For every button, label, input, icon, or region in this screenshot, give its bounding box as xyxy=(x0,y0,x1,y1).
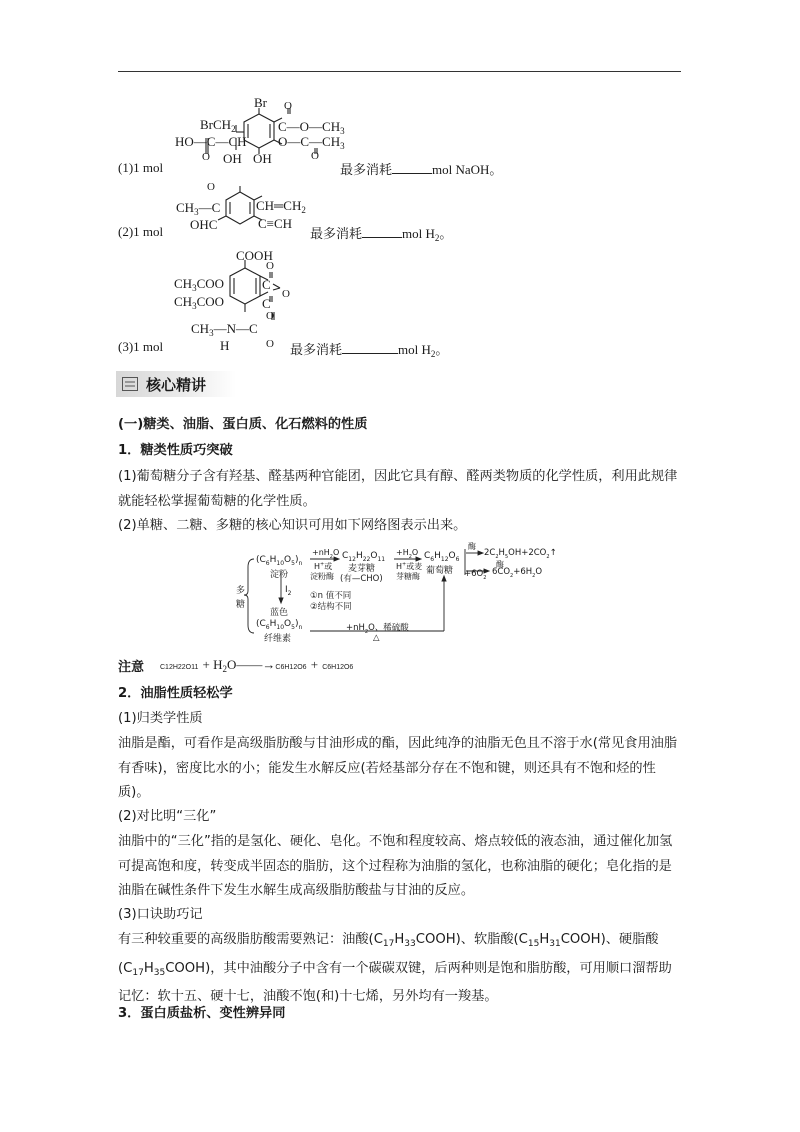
diagram-enzyme1: 酶 xyxy=(468,542,476,551)
struct3-c1: C xyxy=(262,277,271,292)
section-heading xyxy=(116,371,236,397)
section-heading-text: 核心精讲 xyxy=(146,376,207,394)
struct2-ohc: OHC xyxy=(190,217,218,232)
question-2-number: (2)1 mol xyxy=(118,224,164,239)
struct3-o-ring: O xyxy=(282,288,290,300)
note-left: C12H22O11 xyxy=(160,664,199,671)
paragraph-oil-5: (3)口诀助巧记 xyxy=(118,907,203,922)
section-heading-icon xyxy=(122,377,138,391)
struct3-cooh: COOH xyxy=(236,248,273,263)
struct2-alkyne: C≡CH xyxy=(258,216,293,231)
diagram-cellulose: 纤维素 xyxy=(264,634,292,644)
heading-sugar: 1．糖类性质巧突破 xyxy=(118,443,233,458)
diagram-diff1: ①n 值不同 xyxy=(310,591,352,601)
note-arrow: ——→ xyxy=(236,657,276,672)
diagram-maltose: 麦芽糖 xyxy=(348,564,376,574)
struct1-left: HO—C—CH xyxy=(175,134,247,149)
question-2-text: 最多消耗 mol $H_2$。 xyxy=(310,226,453,243)
struct3-o3: O xyxy=(266,338,274,350)
diagram-cellulose-formula: $(C_6H_{10}O_5)_n$ xyxy=(256,619,303,631)
diagram-diff2: ②结构不同 xyxy=(310,602,352,612)
diagram-arrow1-bottom: H+或 xyxy=(314,561,333,571)
paragraph-oil-4: 油脂中的“三化”指的是氢化、硬化、皂化。不饱和程度较高、熔点较低的液态油，通过催化加氢可提高饱和度，转变成半固态的脂肪，这个过程称为油脂的氢化，也称油脂的硬化；皂化指的是油脂在碱性条件下发生水解生成高级脂肪酸盐与甘油的反应。 xyxy=(118,834,673,899)
sub-heading: (一)糖类、油脂、蛋白质、化石燃料的性质 xyxy=(118,417,368,432)
struct1-o-top: O xyxy=(284,100,292,112)
diagram-maltose-formula: $C_{12}H_{22}O_{11}$ xyxy=(342,551,386,563)
note-right1: C6H12O6 xyxy=(275,664,307,671)
paragraph-oil-3: (2)对比明“三化” xyxy=(118,809,217,824)
diagram-glucose-formula: $C_6H_{12}O_6$ xyxy=(424,551,460,563)
diagram-bottom-condition: $+nH_2O$、稀硫酸 xyxy=(346,623,409,635)
diagram-arrow2-bottom: H+或麦 xyxy=(396,561,423,571)
top-rule xyxy=(118,71,681,72)
diagram-o2: $+6O_2$ xyxy=(464,569,487,581)
paragraph-oil-6: 有三种较重要的高级脂肪酸需要熟记：油酸$(C_{17}H_{33}COOH)$、软脂酸$(C_{15}H_{31}COOH)$、硬脂酸$(C_{17}H_{35}COOH)$，其中油酸分子中含有一个碳碳双键，后两种则是饱和脂肪酸，可用顺口溜帮助记忆：软十五、硬十七，油酸不饱(和)十七烯，另外均有一羧基。 xyxy=(118,932,672,1005)
note-equation: $C12H22O11 + H_2O——\to C6H12O6 + C6H12O6$ xyxy=(160,657,354,674)
diagram-enzyme2: 酶 xyxy=(496,560,504,569)
answer-blank-2[interactable] xyxy=(362,225,402,238)
answer-blank-3[interactable] xyxy=(342,341,398,354)
diagram-tang: 糖 xyxy=(236,600,246,610)
struct3-o1: O xyxy=(266,260,274,272)
note-right2: C6H12O6 xyxy=(322,664,354,671)
question-3-text: 最多消耗 mol $H_2$。 xyxy=(290,342,449,359)
struct2-vinyl: $CH═CH_2$ xyxy=(256,198,306,215)
heading-oil: 2．油脂性质轻松学 xyxy=(118,686,233,701)
question-1-text: 最多消耗 mol NaOH。 xyxy=(340,162,503,178)
struct1-br: Br xyxy=(254,95,267,110)
struct1-oh2: OH xyxy=(253,151,272,166)
question-1-number: (1)1 mol xyxy=(118,160,164,175)
struct3-c2: C xyxy=(262,296,271,311)
answer-blank-1[interactable] xyxy=(392,161,432,174)
struct3-h: H xyxy=(220,338,230,353)
diagram-duo: 多 xyxy=(236,586,246,596)
question-3-number: (3)1 mol xyxy=(118,339,164,354)
sugar-network-diagram xyxy=(236,542,576,647)
diagram-delta: △ xyxy=(373,633,380,643)
note-label: 注意 xyxy=(118,660,145,675)
paragraph-glucose: (1)葡萄糖分子含有羟基、醛基两种官能团，因此它具有醇、醛两类物质的化学性质，利用此规律就能轻松掌握葡萄糖的化学性质。 xyxy=(118,469,678,509)
paragraph-oil-2: 油脂是酯，可看作是高级脂肪酸与甘油形成的酯，因此纯净的油脂无色且不溶于水(常见食用油脂有香味)，密度比水的小；能发生水解反应(若烃基部分存在不饱和键，则还具有不饱和烃的性质)。 xyxy=(118,736,678,801)
diagram-i2: $I_2$ xyxy=(285,585,292,597)
diagram-maltose-note: (有—CHO) xyxy=(340,574,383,584)
diagram-arrow1-top: $+nH_2O$ xyxy=(312,548,340,560)
diagram-starch-formula: $(C_6H_{10}O_5)_n$ xyxy=(256,555,303,567)
struct2-o: O xyxy=(207,181,215,193)
heading-protein: 3．蛋白质盐析、变性辨异同 xyxy=(118,1006,286,1021)
struct1-brch2: BrCH$_2$ xyxy=(200,117,236,134)
paragraph-oil-1: (1)归类学性质 xyxy=(118,711,203,726)
diagram-product2: $6CO_2+6H_2O$ xyxy=(492,567,543,579)
diagram-arrow2-top: $+H_2O$ xyxy=(396,548,419,560)
struct3-o2: O xyxy=(266,310,274,322)
struct1-oh1: OH xyxy=(223,151,242,166)
diagram-starch: 淀粉 xyxy=(270,570,289,580)
struct3-ch3coo1: $CH_3COO$ xyxy=(174,276,225,293)
struct2-ch3c: $CH_3—C$ xyxy=(176,200,221,217)
diagram-product1: $2C_2H_5OH+2CO_2↑$ xyxy=(484,548,557,560)
diagram-blue: 蓝色 xyxy=(270,608,289,618)
paragraph-network-intro: (2)单糖、二糖、多糖的核心知识可用如下网络图表示出来。 xyxy=(118,518,467,533)
struct1-o-bottom: O xyxy=(202,151,210,163)
diagram-glucose: 葡萄糖 xyxy=(426,566,454,576)
struct1-o-bottom2: O xyxy=(311,150,319,162)
struct3-ch3coo2: $CH_3COO$ xyxy=(174,294,225,311)
struct1-ester-top: $C—O—CH_3$ xyxy=(278,119,345,136)
diagram-arrow1-bottom2: 淀粉酶 xyxy=(310,572,334,581)
struct1-ester-bottom: $O—C—CH_3$ xyxy=(278,134,345,151)
diagram-arrow2-bottom2: 芽糖酶 xyxy=(396,572,420,581)
struct3-ch3n: $CH_3—N—C$ xyxy=(191,321,258,338)
